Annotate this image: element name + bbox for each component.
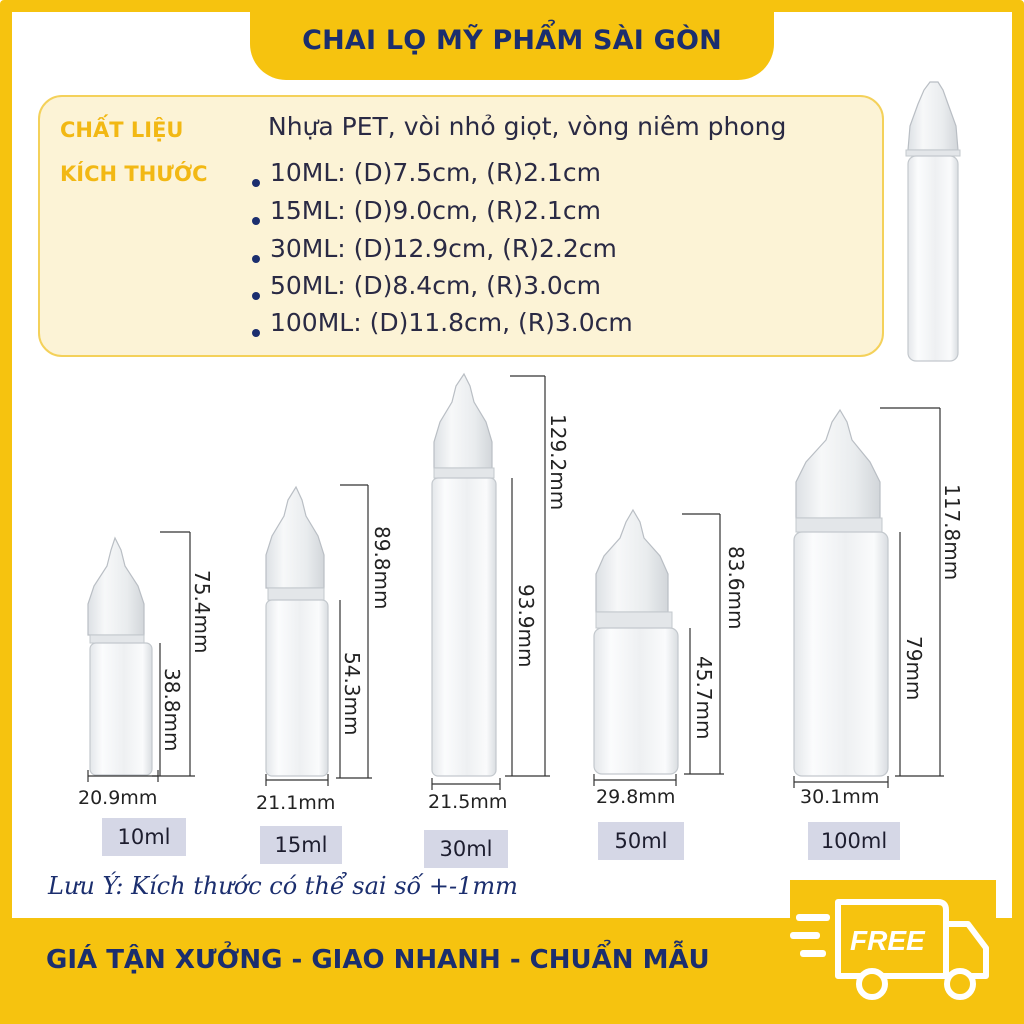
size-line: 30ML: (D)12.9cm, (R)2.2cm bbox=[270, 234, 617, 263]
total-height-label-30ml: 129.2mm bbox=[546, 414, 570, 511]
bottle-15ml bbox=[266, 487, 328, 776]
hero-bottle bbox=[906, 82, 960, 361]
size-line: 15ML: (D)9.0cm, (R)2.1cm bbox=[270, 196, 601, 225]
width-label-50ml: 29.8mm bbox=[596, 786, 676, 808]
bottle-30ml bbox=[432, 374, 496, 776]
size-line: 10ML: (D)7.5cm, (R)2.1cm bbox=[270, 158, 601, 187]
material-value: Nhựa PET, vòi nhỏ giọt, vòng niêm phong bbox=[268, 112, 787, 141]
body-height-label-30ml: 93.9mm bbox=[514, 584, 538, 668]
tolerance-note: Lưu Ý: Kích thước có thể sai số +-1mm bbox=[48, 872, 518, 900]
volume-tag-30ml: 30ml bbox=[424, 830, 508, 868]
body-height-label-15ml: 54.3mm bbox=[340, 652, 364, 736]
footer-slogan: GIÁ TẬN XƯỞNG - GIAO NHANH - CHUẨN MẪU bbox=[46, 945, 710, 975]
volume-tag-10ml: 10ml bbox=[102, 818, 186, 856]
delivery-truck-icon bbox=[790, 880, 996, 1014]
body-height-label-50ml: 45.7mm bbox=[692, 656, 716, 740]
width-label-100ml: 30.1mm bbox=[800, 786, 880, 808]
total-height-label-15ml: 89.8mm bbox=[370, 526, 394, 610]
page-title: CHAI LỌ MỸ PHẨM SÀI GÒN bbox=[302, 24, 722, 56]
volume-tag-50ml: 50ml bbox=[598, 822, 684, 860]
size-line: 50ML: (D)8.4cm, (R)3.0cm bbox=[270, 271, 601, 300]
total-height-label-10ml: 75.4mm bbox=[190, 570, 214, 654]
bottle-100ml bbox=[794, 410, 888, 776]
total-height-label-100ml: 117.8mm bbox=[940, 484, 964, 581]
width-label-10ml: 20.9mm bbox=[78, 787, 158, 809]
free-badge-text: FREE bbox=[850, 925, 925, 956]
material-label: CHẤT LIỆU bbox=[60, 118, 184, 142]
bottle-50ml bbox=[594, 510, 678, 774]
width-label-15ml: 21.1mm bbox=[256, 792, 336, 814]
body-height-label-10ml: 38.8mm bbox=[160, 668, 184, 752]
volume-tag-15ml: 15ml bbox=[260, 826, 342, 864]
volume-tag-100ml: 100ml bbox=[808, 822, 900, 860]
size-line: 100ML: (D)11.8cm, (R)3.0cm bbox=[270, 308, 633, 337]
width-label-30ml: 21.5mm bbox=[428, 791, 508, 813]
size-label: KÍCH THƯỚC bbox=[60, 162, 208, 186]
total-height-label-50ml: 83.6mm bbox=[724, 546, 748, 630]
body-height-label-100ml: 79mm bbox=[902, 636, 926, 701]
bottle-10ml bbox=[88, 538, 152, 775]
